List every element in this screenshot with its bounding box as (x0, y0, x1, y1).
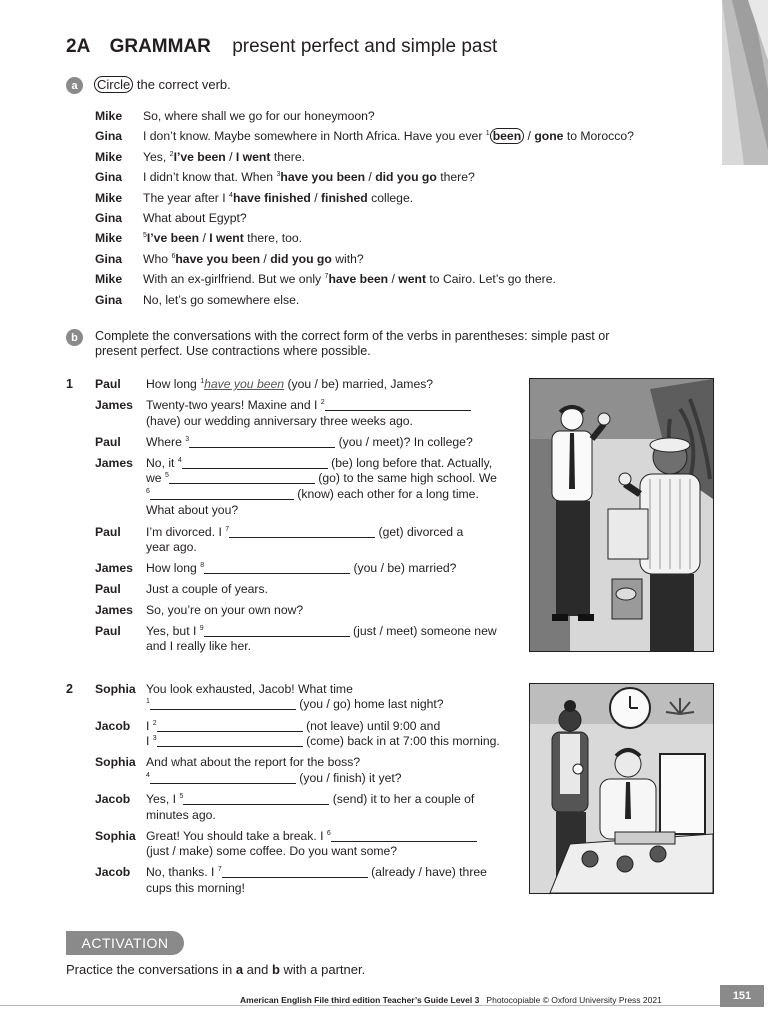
answer-blank[interactable] (157, 720, 303, 732)
dialogue-line: I’m divorced. I $^7$ (get) divorced a (146, 525, 464, 539)
dialogue-line: $^6$ (know) each other for a long time. (146, 487, 479, 501)
dialogue-line: So, you’re on your own now? (146, 603, 304, 617)
verb-option[interactable]: finished (321, 191, 368, 205)
speaker: Paul (95, 525, 121, 539)
dialogue-line: Yes, I $^5$ (send) it to her a couple of (146, 792, 475, 806)
answer-blank[interactable] (229, 526, 375, 538)
verb-option[interactable]: went (398, 272, 427, 286)
speaker: James (95, 603, 133, 617)
dialogue-line: Mike So, where shall we go for our honeymoon? (95, 109, 375, 123)
dialogue-line: Gina No, let’s go somewhere else. (95, 293, 300, 307)
verb-option[interactable]: have finished (232, 191, 311, 205)
illustration-party (529, 378, 714, 652)
dialogue-line: we $^5$ (go) to the same high school. We (146, 471, 497, 485)
dialogue-line: Yes, but I $^9$ (just / meet) someone new (146, 624, 497, 638)
conversation-number: 1 (66, 377, 73, 391)
answer-blank[interactable] (150, 488, 294, 500)
dialogue-line: (have) our wedding anniversary three weeks ago. (146, 414, 413, 428)
dialogue-line: No, it $^4$ (be) long before that. Actually, (146, 456, 493, 470)
answer-blank[interactable] (189, 436, 335, 448)
answer-blank[interactable] (169, 472, 315, 484)
verb-option[interactable]: have you been (280, 170, 366, 184)
answer-blank[interactable] (204, 562, 350, 574)
conversation-number: 2 (66, 682, 73, 696)
dialogue-line: $^1$ (you / go) home last night? (146, 697, 444, 711)
dialogue-line: minutes ago. (146, 808, 216, 822)
verb-option[interactable]: I’ve been (146, 231, 200, 245)
exercise-a-badge: a (66, 77, 83, 94)
answer-blank[interactable] (331, 830, 477, 842)
verb-option[interactable]: have been (328, 272, 389, 286)
speaker: Jacob (95, 792, 131, 806)
dialogue-line: You look exhausted, Jacob! What time (146, 682, 353, 696)
activation-label: ACTIVATION (66, 931, 184, 955)
answer-blank[interactable] (204, 625, 350, 637)
dialogue-line: year ago. (146, 540, 197, 554)
dialogue-line: Gina I don’t know. Maybe somewhere in North Africa. Have you ever $^1$ been / gone to Morocco? (95, 129, 634, 143)
verb-option[interactable]: have you been (175, 252, 261, 266)
circled-answer[interactable]: been (490, 128, 524, 144)
dialogue-line: Mike With an ex-girlfriend. But we only $^7$have been / went to Cairo. Let’s go there. (95, 272, 556, 286)
activation-instruction: Practice the conversations in a and b with a partner. (66, 962, 366, 977)
dialogue-line: Great! You should take a break. I $^6$ (146, 829, 477, 843)
footer-rule (0, 1005, 720, 1006)
speaker: Paul (95, 377, 121, 391)
dialogue-line: I $^3$ (come) back in at 7:00 this morning. (146, 734, 500, 748)
answer-blank[interactable] (150, 698, 296, 710)
speaker: Sophia (95, 829, 136, 843)
example-answer: have you been (204, 377, 285, 391)
speaker: James (95, 561, 133, 575)
dialogue-line: Mike The year after I $^4$have finished / finished college. (95, 191, 414, 205)
answer-blank[interactable] (222, 866, 368, 878)
exercise-b-instruction: Complete the conversations with the correct form of the verbs in parentheses: simple past or present perfect. Use contractions where possible. (95, 329, 610, 358)
dialogue-line: and I really like her. (146, 639, 252, 653)
answer-blank[interactable] (182, 457, 328, 469)
verb-option[interactable]: I’ve been (173, 150, 226, 164)
dialogue-line: How long $^1$have you been (you / be) married, James? (146, 377, 434, 391)
dialogue-line: I $^2$ (not leave) until 9:00 and (146, 719, 441, 733)
verb-option[interactable]: I went (235, 150, 271, 164)
verb-option[interactable]: gone (534, 129, 564, 143)
speaker: Sophia (95, 755, 136, 769)
dialogue-line: Mike $^5$I’ve been / I went there, too. (95, 231, 303, 245)
dialogue-line: cups this morning! (146, 881, 245, 895)
illustration-office (529, 683, 714, 894)
page-number: 151 (720, 985, 764, 1007)
dialogue-line: (just / make) some coffee. Do you want some? (146, 844, 398, 858)
dialogue-line: Just a couple of years. (146, 582, 268, 596)
verb-option[interactable]: did you go (375, 170, 437, 184)
speaker: Sophia (95, 682, 136, 696)
speaker: James (95, 398, 133, 412)
dialogue-line: $^4$ (you / finish) it yet? (146, 771, 402, 785)
answer-blank[interactable] (150, 772, 296, 784)
corner-decoration (722, 0, 768, 165)
verb-option[interactable]: did you go (270, 252, 332, 266)
exercise-a-instruction: Circle the correct verb. (94, 77, 231, 92)
exercise-b-badge: b (66, 329, 83, 346)
dialogue-line: Mike Yes, $^2$I’ve been / I went there. (95, 150, 306, 164)
dialogue-line: And what about the report for the boss? (146, 755, 361, 769)
dialogue-line: Gina What about Egypt? (95, 211, 247, 225)
answer-blank[interactable] (325, 399, 471, 411)
verb-option[interactable]: I went (209, 231, 244, 245)
dialogue-line: Gina Who $^6$have you been / did you go with? (95, 252, 364, 266)
dialogue-line: How long $^8$ (you / be) married? (146, 561, 457, 575)
speaker: Paul (95, 435, 121, 449)
speaker: James (95, 456, 133, 470)
answer-blank[interactable] (183, 793, 329, 805)
page-title: 2A GRAMMAR present perfect and simple past (66, 36, 498, 57)
answer-blank[interactable] (157, 735, 303, 747)
speaker: Paul (95, 624, 121, 638)
dialogue-line: Twenty-two years! Maxine and I $^2$ (146, 398, 471, 412)
dialogue-line: No, thanks. I $^7$ (already / have) three (146, 865, 487, 879)
dialogue-line: What about you? (146, 503, 239, 517)
dialogue-line: Gina I didn’t know that. When $^3$have you been / did you go there? (95, 170, 475, 184)
speaker: Jacob (95, 719, 131, 733)
speaker: Jacob (95, 865, 131, 879)
dialogue-line: Where $^3$ (you / meet)? In college? (146, 435, 473, 449)
footer-text: American English File third edition Teacher’s Guide Level 3 Photocopiable © Oxford University Press 2021 (240, 995, 662, 1005)
speaker: Paul (95, 582, 121, 596)
